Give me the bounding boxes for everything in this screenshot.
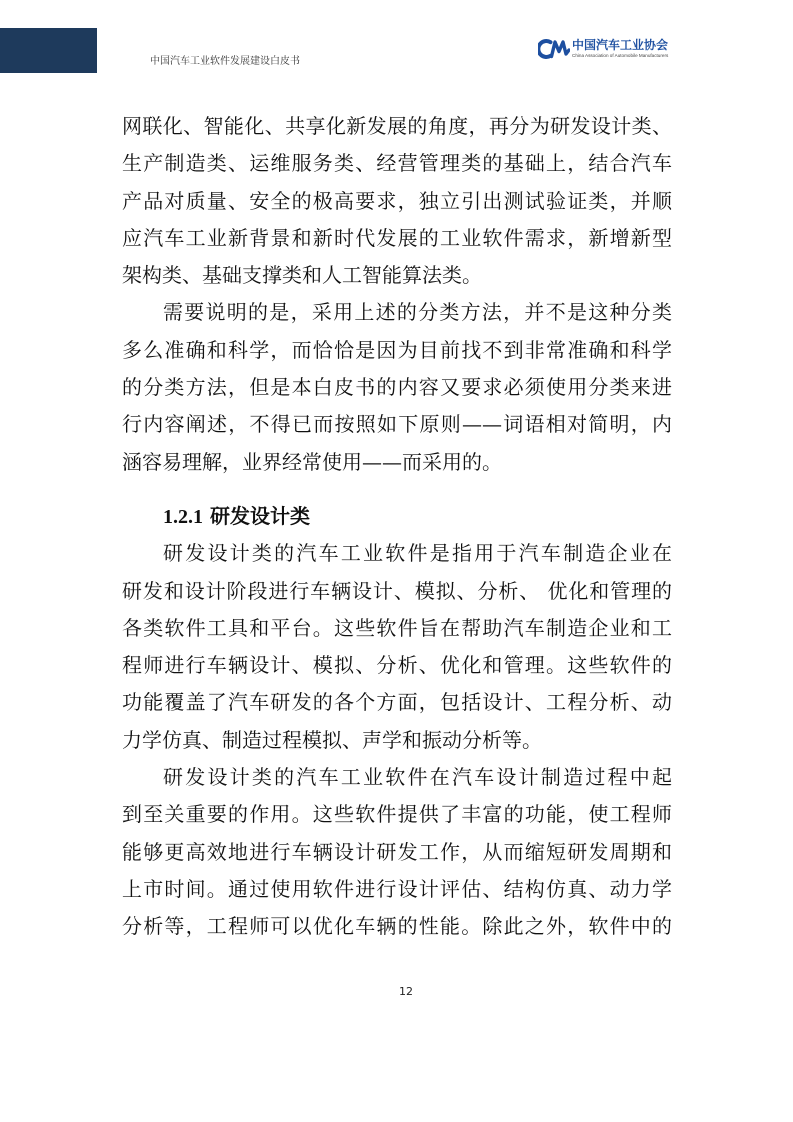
- text-line: 程师进行车辆设计、模拟、分析、优化和管理。这些软件的: [122, 653, 672, 678]
- paragraph: [122, 535, 672, 759]
- text-line: 分析等，工程师可以优化车辆的性能。除此之外，软件中的: [122, 914, 672, 939]
- paragraph: [122, 108, 672, 294]
- page-number: 12: [399, 985, 413, 998]
- text-line: 力学仿真、制造过程模拟、声学和振动分析等。: [122, 727, 542, 752]
- text-line: 涵容易理解，业界经常使用——而采用的。: [122, 449, 502, 474]
- header-title: 中国汽车工业软件发展建设白皮书: [150, 56, 300, 67]
- text-line: 生产制造类、运维服务类、经营管理类的基础上，结合汽车: [122, 151, 672, 176]
- text-line: 行内容阐述，不得已而按照如下原则——词语相对简明，内: [122, 412, 672, 437]
- section-heading: [163, 498, 672, 535]
- document-body: [122, 108, 672, 946]
- logo-name-en: China Association of Automobile Manufacturers: [572, 53, 669, 58]
- text-line: 能够更高效地进行车辆设计研发工作，从而缩短研发周期和: [122, 839, 672, 864]
- paragraph: [122, 759, 672, 945]
- header-accent-block: [0, 28, 97, 73]
- cm-logo-icon: [538, 37, 570, 61]
- text-line: 架构类、基础支撑类和人工智能算法类。: [122, 263, 482, 288]
- organization-logo: [538, 36, 678, 62]
- text-line: 研发设计类的汽车工业软件是指用于汽车制造企业在: [163, 541, 672, 566]
- text-line: 研发和设计阶段进行车辆设计、模拟、分析、 优化和管理的: [122, 578, 672, 603]
- text-line: 各类软件工具和平台。这些软件旨在帮助汽车制造企业和工: [122, 615, 672, 640]
- text-line: 应汽车工业新背景和新时代发展的工业软件需求，新增新型: [122, 225, 672, 250]
- text-line: 研发设计类的汽车工业软件在汽车设计制造过程中起: [163, 765, 672, 790]
- text-line: 网联化、智能化、共享化新发展的角度，再分为研发设计类、: [122, 114, 672, 138]
- text-line: 产品对质量、安全的极高要求，独立引出测试验证类，并顺: [122, 188, 672, 213]
- text-line: 多么准确和科学，而恰恰是因为目前找不到非常准确和科学: [122, 337, 672, 362]
- text-line: 功能覆盖了汽车研发的各个方面，包括设计、工程分析、动: [122, 690, 672, 715]
- paragraph: [122, 294, 672, 480]
- text-line: 上市时间。通过使用软件进行设计评估、结构仿真、动力学: [122, 876, 672, 901]
- section-number: 1.2.1: [163, 505, 203, 528]
- text-line: 到至关重要的作用。这些软件提供了丰富的功能，使工程师: [122, 802, 672, 827]
- section-title: 研发设计类: [209, 503, 310, 528]
- text-line: 的分类方法，但是本白皮书的内容又要求必须使用分类来进: [122, 375, 672, 400]
- logo-name-cn: 中国汽车工业协会: [572, 38, 669, 52]
- text-line: 需要说明的是，采用上述的分类方法，并不是这种分类: [163, 300, 672, 325]
